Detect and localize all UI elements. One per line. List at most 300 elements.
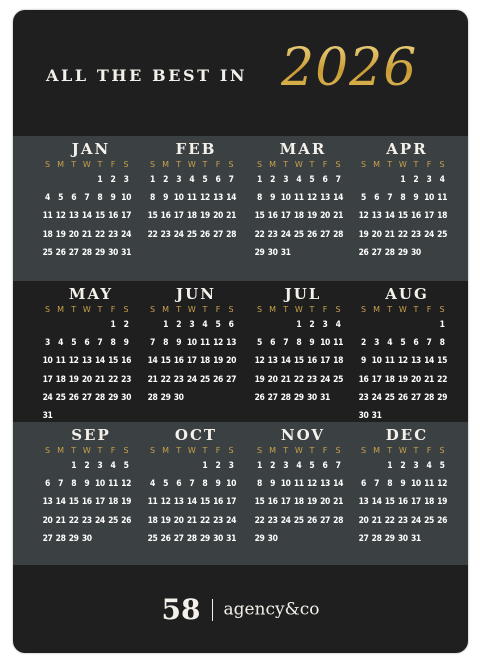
- day-number: 24: [410, 515, 421, 526]
- day-number: 19: [254, 374, 265, 385]
- day-number: 29: [254, 247, 265, 258]
- day-grid: [357, 461, 457, 569]
- day-number: 13: [358, 497, 369, 508]
- day-number: 8: [257, 193, 262, 204]
- day-number: 15: [397, 211, 408, 222]
- day-number: 17: [410, 497, 421, 508]
- day-number: 26: [55, 247, 66, 258]
- weekday-header: [253, 446, 353, 458]
- day-number: 9: [215, 479, 221, 490]
- weekday-initial: T: [309, 160, 315, 169]
- weekday-header: [146, 446, 246, 458]
- day-number: 22: [160, 374, 171, 385]
- day-number: 11: [293, 193, 304, 204]
- day-number: 8: [163, 338, 169, 349]
- month-aug: [357, 283, 457, 423]
- day-grid: [146, 175, 246, 283]
- day-number: 27: [173, 533, 184, 544]
- weekday-initial: T: [176, 160, 182, 169]
- month-jan: [41, 138, 141, 278]
- day-number: 26: [160, 533, 171, 544]
- weekday-initial: T: [387, 160, 393, 169]
- day-grid: [253, 175, 353, 283]
- day-number: 8: [296, 338, 302, 349]
- day-grid: [146, 320, 246, 428]
- day-number: 5: [215, 320, 221, 330]
- day-number: 14: [55, 497, 66, 508]
- day-number: 1: [110, 320, 116, 330]
- day-number: 20: [213, 211, 223, 222]
- day-number: 19: [306, 211, 317, 222]
- day-number: 20: [320, 211, 330, 222]
- month-name: DEC: [385, 426, 429, 444]
- weekday-initial: W: [398, 160, 407, 169]
- month-name: SEP: [71, 426, 111, 444]
- weekday-initial: S: [149, 305, 156, 314]
- day-number: 8: [257, 479, 262, 490]
- day-number: 21: [55, 515, 66, 526]
- day-number: 31: [320, 392, 330, 403]
- day-number: 22: [94, 229, 105, 240]
- day-number: 28: [333, 229, 344, 240]
- day-number: 14: [333, 193, 344, 204]
- weekday-initial: W: [294, 305, 303, 314]
- day-number: 2: [400, 461, 406, 471]
- day-number: 20: [42, 515, 53, 526]
- day-number: 24: [94, 515, 105, 526]
- day-number: 9: [163, 193, 169, 204]
- day-number: 11: [437, 193, 448, 204]
- day-number: 16: [306, 356, 317, 367]
- day-number: 16: [213, 497, 223, 508]
- brand-name: agency&co: [223, 599, 320, 620]
- day-number: 22: [384, 515, 395, 526]
- day-number: 12: [55, 211, 66, 222]
- day-number: 4: [58, 338, 64, 349]
- day-number: 6: [215, 175, 221, 185]
- day-number: 21: [333, 211, 344, 222]
- day-number: 30: [173, 392, 184, 403]
- day-number: 28: [81, 247, 92, 258]
- day-number: 5: [58, 193, 64, 204]
- day-number: 16: [267, 497, 278, 508]
- day-number: 18: [186, 211, 197, 222]
- day-number: 18: [424, 497, 434, 508]
- day-number: 14: [280, 356, 291, 367]
- day-number: 9: [309, 338, 315, 349]
- day-number: 10: [424, 193, 434, 204]
- day-number: 17: [424, 211, 434, 222]
- day-number: 30: [358, 411, 369, 421]
- day-number: 4: [45, 193, 50, 204]
- day-number: 30: [267, 247, 278, 258]
- day-number: 4: [189, 175, 195, 185]
- day-number: 14: [333, 479, 344, 490]
- day-number: 7: [150, 338, 155, 349]
- day-grid: [357, 175, 457, 283]
- day-number: 24: [226, 515, 237, 526]
- weekday-initial: T: [309, 305, 315, 314]
- weekday-initial: W: [187, 446, 196, 455]
- day-number: 15: [199, 497, 210, 508]
- day-number: 25: [108, 515, 118, 526]
- day-number: 21: [333, 497, 344, 508]
- day-number: 5: [361, 193, 366, 204]
- day-number: 18: [55, 374, 66, 385]
- month-name: FEB: [175, 140, 217, 158]
- weekday-initial: T: [283, 305, 289, 314]
- day-number: 27: [410, 392, 421, 403]
- day-number: 18: [147, 515, 158, 526]
- day-number: 3: [123, 175, 129, 185]
- day-number: 11: [333, 338, 344, 349]
- day-number: 28: [424, 392, 434, 403]
- day-number: 13: [267, 356, 278, 367]
- day-number: 12: [160, 497, 171, 508]
- day-number: 23: [267, 229, 278, 240]
- weekday-initial: T: [309, 446, 315, 455]
- day-number: 14: [147, 356, 158, 367]
- day-number: 3: [374, 338, 380, 349]
- day-number: 3: [283, 461, 289, 471]
- day-number: 22: [108, 374, 118, 385]
- day-number: 10: [173, 193, 184, 204]
- weekday-initial: S: [123, 305, 129, 314]
- day-number: 20: [226, 356, 237, 367]
- day-number: 8: [202, 479, 208, 490]
- day-number: 29: [199, 533, 210, 544]
- day-number: 20: [81, 374, 92, 385]
- day-number: 3: [413, 461, 419, 471]
- day-number: 30: [306, 392, 317, 403]
- brand-lockup: [13, 593, 468, 626]
- weekday-initial: T: [387, 446, 393, 455]
- day-number: 1: [439, 320, 445, 330]
- day-number: 21: [280, 374, 291, 385]
- day-number: 12: [306, 479, 317, 490]
- day-number: 27: [213, 229, 223, 240]
- day-grid: [357, 320, 457, 428]
- day-number: 16: [81, 497, 92, 508]
- day-number: 6: [374, 193, 380, 204]
- day-number: 10: [186, 338, 197, 349]
- weekday-initial: M: [373, 446, 381, 455]
- weekday-header: [357, 160, 457, 172]
- day-number: 17: [173, 211, 184, 222]
- weekday-initial: M: [269, 160, 277, 169]
- day-number: 18: [42, 229, 53, 240]
- weekday-initial: W: [294, 160, 303, 169]
- day-number: 9: [270, 479, 276, 490]
- day-number: 15: [437, 356, 448, 367]
- weekday-initial: F: [426, 446, 432, 455]
- day-number: 18: [293, 211, 304, 222]
- day-number: 29: [293, 392, 304, 403]
- day-number: 31: [226, 533, 237, 544]
- weekday-initial: F: [110, 446, 116, 455]
- day-number: 14: [226, 193, 237, 204]
- day-grid: [253, 320, 353, 428]
- weekday-initial: S: [123, 446, 129, 455]
- day-number: 30: [81, 533, 92, 544]
- day-number: 11: [42, 211, 53, 222]
- day-number: 9: [413, 193, 419, 204]
- weekday-initial: S: [256, 446, 263, 455]
- day-number: 4: [150, 479, 155, 490]
- day-number: 18: [437, 211, 448, 222]
- day-number: 7: [228, 175, 234, 185]
- day-number: 7: [283, 338, 289, 349]
- weekday-initial: S: [360, 160, 367, 169]
- day-number: 27: [358, 533, 369, 544]
- day-number: 2: [361, 338, 366, 349]
- day-number: 7: [426, 338, 432, 349]
- day-number: 23: [306, 374, 317, 385]
- day-number: 12: [121, 479, 132, 490]
- day-number: 28: [55, 533, 66, 544]
- day-number: 17: [320, 356, 330, 367]
- weekday-header: [357, 446, 457, 458]
- day-number: 23: [213, 515, 223, 526]
- day-number: 17: [280, 211, 291, 222]
- weekday-initial: M: [373, 160, 381, 169]
- day-number: 13: [320, 193, 330, 204]
- weekday-header: [146, 160, 246, 172]
- day-number: 27: [371, 247, 382, 258]
- day-number: 19: [199, 211, 210, 222]
- day-number: 23: [108, 229, 118, 240]
- day-number: 11: [186, 193, 197, 204]
- day-number: 28: [333, 515, 344, 526]
- weekday-initial: S: [123, 160, 129, 169]
- weekday-initial: F: [322, 446, 328, 455]
- day-number: 28: [280, 392, 291, 403]
- weekday-initial: S: [439, 160, 445, 169]
- weekday-initial: T: [71, 160, 77, 169]
- day-number: 9: [361, 356, 366, 367]
- day-number: 24: [424, 229, 434, 240]
- day-number: 23: [81, 515, 92, 526]
- day-number: 10: [280, 193, 291, 204]
- weekday-initial: F: [426, 305, 432, 314]
- day-number: 4: [426, 461, 432, 471]
- day-number: 1: [71, 461, 77, 471]
- day-number: 28: [186, 533, 197, 544]
- day-number: 18: [384, 374, 395, 385]
- weekday-initial: T: [176, 446, 182, 455]
- day-number: 11: [384, 356, 395, 367]
- day-number: 4: [387, 338, 393, 349]
- weekday-initial: S: [149, 446, 156, 455]
- day-number: 12: [437, 479, 448, 490]
- weekday-initial: W: [398, 446, 407, 455]
- weekday-header: [357, 305, 457, 317]
- day-number: 24: [121, 229, 132, 240]
- day-number: 6: [322, 461, 328, 471]
- day-number: 7: [189, 479, 195, 490]
- day-number: 21: [384, 229, 395, 240]
- day-number: 3: [176, 175, 182, 185]
- day-number: 25: [186, 229, 197, 240]
- day-number: 20: [68, 229, 79, 240]
- day-number: 13: [371, 211, 382, 222]
- day-number: 19: [160, 515, 171, 526]
- day-number: 13: [42, 497, 53, 508]
- day-number: 27: [68, 247, 79, 258]
- day-number: 17: [186, 356, 197, 367]
- day-number: 29: [94, 247, 105, 258]
- day-number: 16: [160, 211, 171, 222]
- day-number: 25: [384, 392, 395, 403]
- weekday-initial: W: [82, 305, 91, 314]
- month-oct: [146, 424, 246, 564]
- day-number: 27: [81, 392, 92, 403]
- day-number: 30: [108, 247, 118, 258]
- day-number: 16: [397, 497, 408, 508]
- day-grid: [41, 320, 141, 428]
- day-number: 21: [226, 211, 237, 222]
- day-number: 2: [110, 175, 116, 185]
- day-number: 13: [410, 356, 421, 367]
- day-number: 3: [228, 461, 234, 471]
- day-grid: [146, 461, 246, 569]
- day-number: 30: [267, 533, 278, 544]
- weekday-initial: S: [335, 446, 341, 455]
- day-number: 23: [173, 374, 184, 385]
- day-number: 27: [42, 533, 53, 544]
- day-grid: [41, 175, 141, 283]
- day-number: 9: [84, 479, 90, 490]
- month-jul: [253, 283, 353, 423]
- day-number: 25: [437, 229, 448, 240]
- day-number: 7: [374, 479, 380, 490]
- day-number: 21: [424, 374, 434, 385]
- day-number: 10: [226, 479, 237, 490]
- day-number: 22: [437, 374, 448, 385]
- day-number: 1: [400, 175, 406, 185]
- day-number: 18: [108, 497, 118, 508]
- day-number: 10: [94, 479, 105, 490]
- day-number: 8: [387, 479, 393, 490]
- day-number: 3: [322, 320, 328, 330]
- weekday-initial: S: [256, 305, 263, 314]
- day-number: 25: [199, 374, 210, 385]
- weekday-initial: M: [269, 305, 277, 314]
- weekday-initial: M: [373, 305, 381, 314]
- day-number: 20: [267, 374, 278, 385]
- month-may: [41, 283, 141, 423]
- day-grid: [253, 461, 353, 569]
- day-number: 16: [121, 356, 132, 367]
- day-number: 7: [387, 193, 393, 204]
- day-number: 25: [424, 515, 434, 526]
- weekday-initial: M: [57, 305, 65, 314]
- day-number: 3: [283, 175, 289, 185]
- day-number: 22: [397, 229, 408, 240]
- day-number: 6: [45, 479, 50, 490]
- day-number: 16: [267, 211, 278, 222]
- weekday-initial: S: [228, 446, 234, 455]
- day-number: 19: [213, 356, 223, 367]
- day-number: 5: [202, 175, 208, 185]
- weekday-initial: S: [228, 160, 234, 169]
- day-number: 25: [55, 392, 66, 403]
- weekday-initial: S: [335, 160, 341, 169]
- day-number: 13: [68, 211, 79, 222]
- day-number: 2: [413, 175, 419, 185]
- day-number: 21: [186, 515, 197, 526]
- weekday-initial: F: [110, 160, 116, 169]
- day-number: 31: [280, 247, 291, 258]
- weekday-initial: M: [57, 160, 65, 169]
- day-number: 29: [108, 392, 118, 403]
- weekday-initial: W: [187, 160, 196, 169]
- day-number: 11: [199, 338, 210, 349]
- day-number: 12: [397, 356, 408, 367]
- day-number: 26: [306, 515, 317, 526]
- day-number: 14: [186, 497, 197, 508]
- day-number: 4: [110, 461, 116, 471]
- day-number: 18: [293, 497, 304, 508]
- day-number: 4: [439, 175, 445, 185]
- weekday-initial: F: [215, 160, 221, 169]
- day-number: 13: [320, 479, 330, 490]
- day-number: 24: [371, 392, 382, 403]
- day-number: 4: [296, 461, 302, 471]
- day-number: 2: [309, 320, 315, 330]
- weekday-initial: F: [215, 446, 221, 455]
- day-number: 8: [71, 479, 77, 490]
- day-number: 22: [199, 515, 210, 526]
- weekday-initial: S: [149, 160, 156, 169]
- day-number: 15: [384, 497, 395, 508]
- weekday-initial: T: [387, 305, 393, 314]
- day-number: 17: [42, 374, 53, 385]
- day-number: 24: [42, 392, 53, 403]
- weekday-initial: F: [215, 305, 221, 314]
- day-number: 15: [293, 356, 304, 367]
- day-number: 1: [296, 320, 302, 330]
- day-number: 19: [306, 497, 317, 508]
- day-number: 28: [147, 392, 158, 403]
- day-number: 9: [176, 338, 182, 349]
- day-number: 10: [410, 479, 421, 490]
- day-number: 26: [397, 392, 408, 403]
- day-number: 24: [280, 229, 291, 240]
- day-number: 6: [176, 479, 182, 490]
- day-number: 30: [397, 533, 408, 544]
- day-number: 25: [147, 533, 158, 544]
- weekday-initial: T: [202, 446, 208, 455]
- day-number: 4: [202, 320, 208, 330]
- footer: [13, 565, 468, 653]
- day-number: 2: [163, 175, 169, 185]
- day-number: 17: [121, 211, 132, 222]
- day-grid: [41, 461, 141, 569]
- day-number: 24: [280, 515, 291, 526]
- day-number: 1: [202, 461, 208, 471]
- day-number: 3: [189, 320, 195, 330]
- day-number: 16: [358, 374, 369, 385]
- brand-divider: [212, 599, 213, 621]
- day-number: 27: [320, 229, 330, 240]
- day-number: 4: [335, 320, 341, 330]
- weekday-initial: W: [82, 160, 91, 169]
- day-number: 17: [226, 497, 237, 508]
- weekday-initial: S: [439, 446, 445, 455]
- weekday-initial: S: [335, 305, 341, 314]
- day-number: 20: [410, 374, 421, 385]
